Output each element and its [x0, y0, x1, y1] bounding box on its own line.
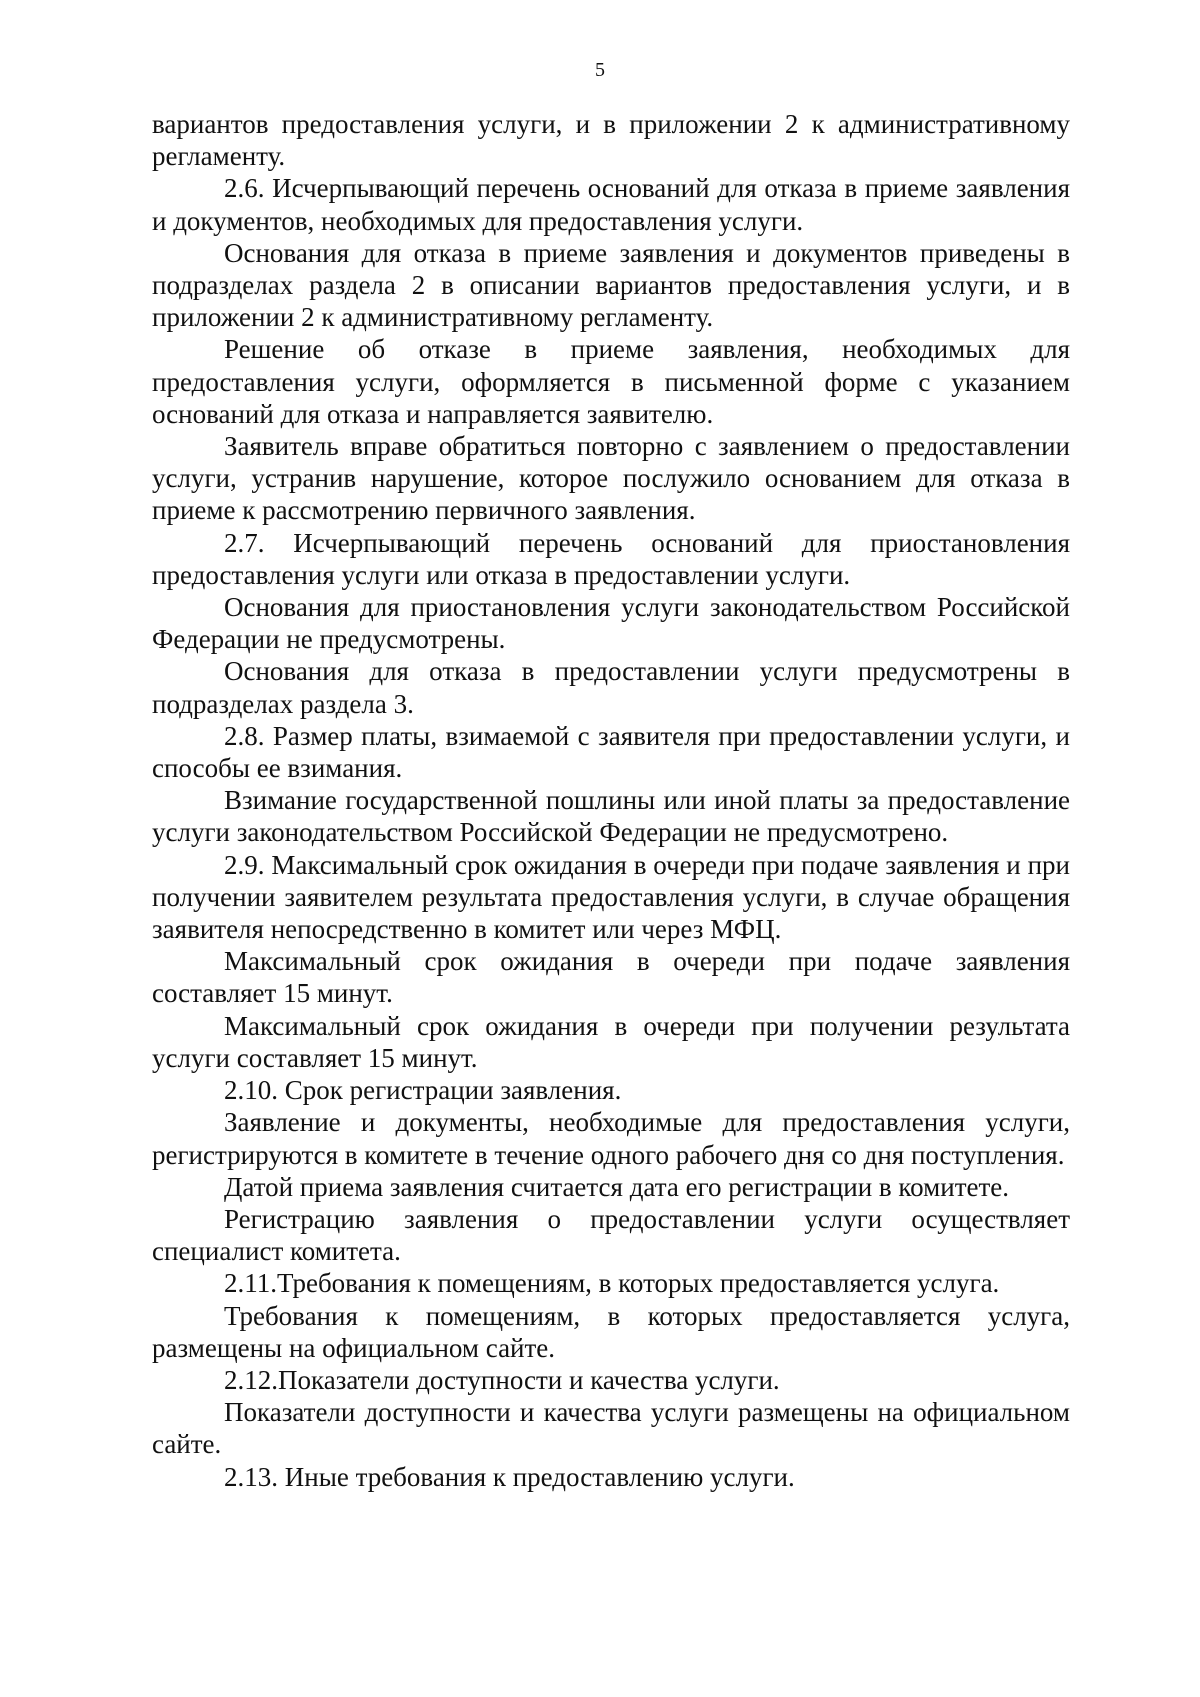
- paragraph: вариантов предоставления услуги, и в приложении 2 к административному регламенту.: [152, 109, 1070, 172]
- paragraph: Регистрацию заявления о предоставлении услуги осуществляет специалист комитета.: [152, 1203, 1070, 1267]
- paragraph: Датой приема заявления считается дата его регистрации в комитете.: [224, 1171, 1010, 1202]
- page-number: 5: [595, 59, 605, 81]
- paragraph: 2.9. Максимальный срок ожидания в очереди при подаче заявления и при получении заявителем результата предоставления услуги, в случае обращения заявителя непосредственно в комитет или через МФЦ.: [152, 849, 1070, 945]
- paragraph: Требования к помещениям, в которых предоставляется услуга, размещены на официальном сайте.: [152, 1300, 1070, 1363]
- paragraph: Показатели доступности и качества услуги размещены на официальном сайте.: [152, 1397, 1070, 1460]
- paragraph: Максимальный срок ожидания в очереди при подаче заявления составляет 15 минут.: [152, 946, 1070, 1009]
- paragraph: Заявитель вправе обратиться повторно с заявлением о предоставлении услуги, устранив нарушение, которое послужило основанием для отказа в приеме к рассмотрению первичного заявления.: [152, 431, 1070, 526]
- document-body: [152, 108, 1070, 1493]
- paragraph: Основания для отказа в приеме заявления и документов приведены в подразделах раздела 2 в описании вариантов предоставления услуги, и в приложении 2 к административному регламенту.: [152, 237, 1070, 333]
- paragraph: 2.13. Иные требования к предоставлению услуги.: [224, 1461, 795, 1492]
- paragraph: Взимание государственной пошлины или иной платы за предоставление услуги законодательством Российской Федерации не предусмотрено.: [152, 785, 1070, 848]
- paragraph: 2.11.Требования к помещениям, в которых предоставляется услуга.: [224, 1268, 1000, 1299]
- paragraph: 2.10. Срок регистрации заявления.: [224, 1075, 622, 1106]
- paragraph: Основания для отказа в предоставлении услуги предусмотрены в подразделах раздела 3.: [152, 656, 1070, 719]
- paragraph: 2.7. Исчерпывающий перечень оснований для приостановления предоставления услуги или отказа в предоставлении услуги.: [152, 527, 1070, 590]
- paragraph: Решение об отказе в приеме заявления, необходимых для предоставления услуги, оформляется в письменной форме с указанием оснований для отказа и направляется заявителю.: [152, 334, 1070, 429]
- paragraph: 2.8. Размер платы, взимаемой с заявителя при предоставлении услуги, и способы ее взимания.: [152, 720, 1070, 784]
- paragraph: Максимальный срок ожидания в очереди при получении результата услуги составляет 15 минут.: [152, 1010, 1070, 1073]
- paragraph: 2.12.Показатели доступности и качества услуги.: [224, 1364, 780, 1395]
- paragraph: 2.6. Исчерпывающий перечень оснований для отказа в приеме заявления и документов, необходимых для предоставления услуги.: [152, 173, 1070, 236]
- paragraph: Заявление и документы, необходимые для предоставления услуги, регистрируются в комитете в течение одного рабочего дня со дня поступления.: [152, 1107, 1070, 1170]
- paragraph: Основания для приостановления услуги законодательством Российской Федерации не предусмотрены.: [152, 592, 1070, 655]
